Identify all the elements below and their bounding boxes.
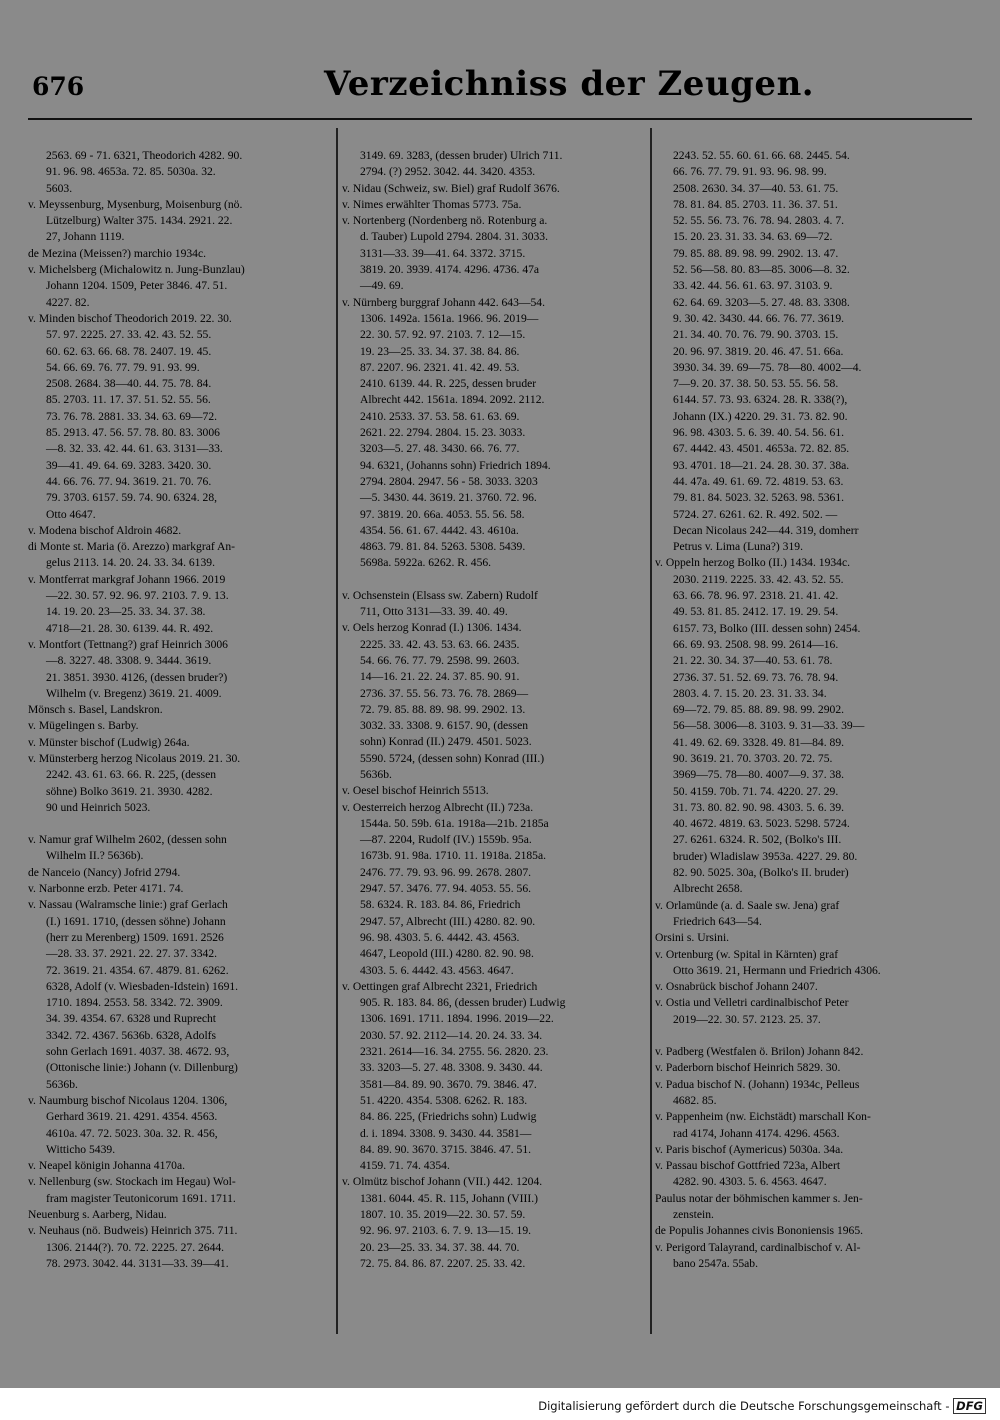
entry-continuation: 20. 23—25. 33. 34. 37. 38. 44. 70. bbox=[360, 1240, 520, 1254]
entry-continuation: 90 und Heinrich 5023. bbox=[46, 800, 151, 814]
entry-continuation: 78. 2973. 3042. 44. 3131—33. 39—41. bbox=[46, 1256, 229, 1270]
entry-continuation: 15. 20. 23. 31. 33. 34. 63. 69—72. bbox=[673, 230, 833, 244]
entry-continuation: 49. 53. 81. 85. 2412. 17. 19. 29. 54. bbox=[673, 605, 839, 619]
entry-continuation: 93. 4701. 18—21. 24. 28. 30. 37. 38a. bbox=[673, 458, 850, 472]
index-entry: v. Paderborn bischof Heinrich 5829. 30. bbox=[655, 1061, 841, 1075]
index-entry: Neuenburg s. Aarberg, Nidau. bbox=[28, 1208, 167, 1221]
entry-continuation: (I.) 1691. 1710, (dessen söhne) Johann bbox=[46, 914, 226, 928]
entry-continuation: 96. 98. 4303. 5. 6. 4442. 43. 4563. bbox=[360, 930, 520, 944]
entry-continuation: d. Tauber) Lupold 2794. 2804. 31. 3033. bbox=[360, 230, 548, 244]
entry-continuation: 5590. 5724, (dessen sohn) Konrad (III.) bbox=[360, 751, 545, 765]
entry-continuation: 66. 69. 93. 2508. 98. 99. 2614—16. bbox=[673, 637, 839, 651]
entry-continuation: 1306. 1492a. 1561a. 1966. 96. 2019— bbox=[360, 311, 539, 325]
entry-continuation: 2030. 57. 92. 2112—14. 20. 24. 33. 34. bbox=[360, 1028, 543, 1042]
entry-continuation: fram magister Teutonicorum 1691. 1711. bbox=[46, 1191, 236, 1205]
footer-credit bbox=[538, 1398, 986, 1414]
index-entry: v. Paris bischof (Aymericus) 5030a. 34a. bbox=[655, 1142, 844, 1156]
entry-continuation: 3819. 20. 3939. 4174. 4296. 4736. 47a bbox=[360, 263, 540, 277]
index-entry: v. Michelsberg (Michalowitz n. Jung-Bunzlau) bbox=[28, 263, 245, 277]
entry-continuation: 1710. 1894. 2553. 58. 3342. 72. 3909. bbox=[46, 996, 223, 1010]
entry-continuation: 4718—21. 28. 30. 6139. 44. R. 492. bbox=[46, 621, 214, 635]
index-entry: v. Nimes erwählter Thomas 5773. 75a. bbox=[342, 197, 522, 211]
entry-continuation: 41. 49. 62. 69. 3328. 49. 81—84. 89. bbox=[673, 735, 845, 749]
entry-continuation: Otto 4647. bbox=[46, 507, 96, 521]
entry-continuation: 57. 97. 2225. 27. 33. 42. 43. 52. 55. bbox=[46, 328, 212, 342]
entry-continuation: 58. 6324. R. 183. 84. 86, Friedrich bbox=[360, 898, 521, 912]
entry-continuation: 94. 6321, (Johanns sohn) Friedrich 1894. bbox=[360, 458, 551, 472]
entry-continuation: Johann (IX.) 4220. 29. 31. 73. 82. 90. bbox=[673, 409, 848, 423]
entry-continuation: 1544a. 50. 59b. 61a. 1918a—21b. 2185a bbox=[360, 816, 549, 830]
entry-continuation: 85. 2913. 47. 56. 57. 78. 80. 83. 3006 bbox=[46, 426, 220, 440]
entry-continuation: 5724. 27. 6261. 62. R. 492. 502. — bbox=[673, 507, 838, 521]
entry-continuation: 4303. 5. 6. 4442. 43. 4563. 4647. bbox=[360, 963, 514, 977]
entry-continuation: bano 2547a. 55ab. bbox=[673, 1256, 759, 1270]
entry-continuation: 78. 81. 84. 85. 2703. 11. 36. 37. 51. bbox=[673, 197, 838, 211]
entry-continuation: 2508. 2630. 34. 37—40. 53. 61. 75. bbox=[673, 181, 839, 195]
entry-continuation: 60. 62. 63. 66. 68. 78. 2407. 19. 45. bbox=[46, 344, 212, 358]
entry-continuation: 33. 42. 44. 56. 61. 63. 97. 3103. 9. bbox=[673, 279, 833, 293]
page-number: 676 bbox=[32, 72, 85, 101]
index-column-1 bbox=[28, 148, 334, 1272]
entry-continuation: d. i. 1894. 3308. 9. 3430. 44. 3581— bbox=[360, 1126, 532, 1140]
entry-continuation: 3969—75. 78—80. 4007—9. 37. 38. bbox=[673, 768, 845, 782]
entry-continuation: 2736. 37. 55. 56. 73. 76. 78. 2869— bbox=[360, 686, 529, 700]
entry-continuation: 91. 96. 98. 4653a. 72. 85. 5030a. 32. bbox=[46, 165, 216, 179]
entry-continuation: 79. 81. 84. 5023. 32. 5263. 98. 5361. bbox=[673, 491, 845, 505]
entry-continuation: 9. 30. 42. 3430. 44. 66. 76. 77. 3619. bbox=[673, 311, 845, 325]
entry-continuation: 3131—33. 39—41. 64. 3372. 3715. bbox=[360, 246, 526, 260]
index-entry: v. Ostia und Velletri cardinalbischof Peter bbox=[655, 996, 849, 1010]
index-entry: v. Orlamünde (a. d. Saale sw. Jena) graf bbox=[655, 898, 840, 912]
entry-continuation: 44. 66. 76. 77. 94. 3619. 21. 70. 76. bbox=[46, 474, 212, 488]
dfg-logo: DFG bbox=[953, 1398, 986, 1414]
entry-continuation: 3581—84. 89. 90. 3670. 79. 3846. 47. bbox=[360, 1077, 537, 1091]
entry-continuation: 39—41. 49. 64. 69. 3283. 3420. 30. bbox=[46, 458, 212, 472]
entry-continuation: Witticho 5439. bbox=[46, 1142, 116, 1156]
index-entry: v. Oesterreich herzog Albrecht (II.) 723a. bbox=[342, 800, 534, 814]
entry-continuation: 40. 4672. 4819. 63. 5023. 5298. 5724. bbox=[673, 817, 850, 831]
entry-continuation: 5603. bbox=[46, 181, 73, 195]
entry-continuation: 66. 76. 77. 79. 91. 93. 96. 98. 99. bbox=[673, 165, 827, 179]
index-entry: v. Minden bischof Theodorich 2019. 22. 30. bbox=[28, 311, 232, 325]
index-entry: de Populis Johannes civis Bononiensis 1965. bbox=[655, 1224, 864, 1238]
entry-continuation: 1306. 1691. 1711. 1894. 1996. 2019—22. bbox=[360, 1012, 554, 1026]
index-entry: v. Passau bischof Gottfried 723a, Albert bbox=[655, 1159, 841, 1173]
entry-continuation: 2803. 4. 7. 15. 20. 23. 31. 33. 34. bbox=[673, 686, 827, 700]
index-entry: v. Pappenheim (nw. Eichstädt) marschall Kon- bbox=[655, 1110, 871, 1124]
entry-continuation: 85. 2703. 11. 17. 37. 51. 52. 55. 56. bbox=[46, 393, 211, 407]
index-column-3 bbox=[655, 148, 960, 1272]
entry-continuation: 72. 79. 85. 88. 89. 98. 99. 2902. 13. bbox=[360, 702, 526, 716]
column-divider bbox=[650, 128, 652, 1334]
entry-continuation: —87. 2204, Rudolf (IV.) 1559b. 95a. bbox=[360, 833, 532, 847]
entry-continuation: 3149. 69. 3283, (dessen bruder) Ulrich 711. bbox=[360, 149, 563, 162]
entry-continuation: 84. 86. 225, (Friedrichs sohn) Ludwig bbox=[360, 1110, 537, 1124]
page-title: Verzeichniss der Zeugen. bbox=[324, 64, 815, 104]
entry-continuation: 87. 2207. 96. 2321. 41. 42. 49. 53. bbox=[360, 360, 520, 374]
entry-continuation: 67. 4442. 43. 4501. 4653a. 72. 82. 85. bbox=[673, 442, 850, 456]
entry-continuation: 56—58. 3006—8. 3103. 9. 31—33. 39— bbox=[673, 719, 865, 733]
index-entry: v. Oettingen graf Albrecht 2321, Friedrich bbox=[342, 979, 538, 993]
entry-continuation: 2225. 33. 42. 43. 53. 63. 66. 2435. bbox=[360, 637, 520, 651]
index-entry: di Monte st. Maria (ö. Arezzo) markgraf An- bbox=[28, 540, 236, 554]
entry-continuation: 21. 3851. 3930. 4126, (dessen bruder?) bbox=[46, 670, 228, 684]
entry-continuation: 2508. 2684. 38—40. 44. 75. 78. 84. bbox=[46, 377, 212, 391]
entry-continuation: 4227. 82. bbox=[46, 295, 90, 309]
entry-continuation: 50. 4159. 70b. 71. 74. 4220. 27. 29. bbox=[673, 784, 839, 798]
entry-continuation: 2410. 6139. 44. R. 225, dessen bruder bbox=[360, 377, 537, 391]
entry-continuation: 72. 3619. 21. 4354. 67. 4879. 81. 6262. bbox=[46, 963, 229, 977]
entry-continuation: 3203—5. 27. 48. 3430. 66. 76. 77. bbox=[360, 442, 520, 456]
entry-continuation: 84. 89. 90. 3670. 3715. 3846. 47. 51. bbox=[360, 1142, 532, 1156]
index-entry: v. Ochsenstein (Elsass sw. Zabern) Rudolf bbox=[342, 588, 538, 602]
entry-continuation: Wilhelm II.? 5636b). bbox=[46, 849, 144, 863]
entry-continuation: 2736. 37. 51. 52. 69. 73. 76. 78. 94. bbox=[673, 670, 839, 684]
entry-continuation: Wilhelm (v. Bregenz) 3619. 21. 4009. bbox=[46, 686, 222, 700]
entry-continuation: 52. 55. 56. 73. 76. 78. 94. 2803. 4. 7. bbox=[673, 214, 845, 228]
entry-continuation: zenstein. bbox=[673, 1208, 714, 1221]
entry-continuation: 2243. 52. 55. 60. 61. 66. 68. 2445. 54. bbox=[673, 149, 850, 162]
entry-continuation: Albrecht 442. 1561a. 1894. 2092. 2112. bbox=[360, 393, 545, 407]
entry-continuation: —22. 30. 57. 92. 96. 97. 2103. 7. 9. 13. bbox=[46, 589, 229, 603]
entry-continuation: 21. 34. 40. 70. 76. 79. 90. 3703. 15. bbox=[673, 328, 839, 342]
index-entry: v. Neapel königin Johanna 4170a. bbox=[28, 1159, 186, 1173]
index-entry: v. Nellenburg (sw. Stockach im Hegau) Wol- bbox=[28, 1175, 236, 1189]
entry-continuation: 19. 23—25. 33. 34. 37. 38. 84. 86. bbox=[360, 344, 520, 358]
entry-continuation: 1673b. 91. 98a. 1710. 11. 1918a. 2185a. bbox=[360, 849, 547, 863]
entry-continuation: 92. 96. 97. 2103. 6. 7. 9. 13—15. 19. bbox=[360, 1224, 532, 1238]
entry-continuation: 79. 85. 88. 89. 98. 99. 2902. 13. 47. bbox=[673, 246, 839, 260]
entry-continuation: 82. 90. 5025. 30a, (Bolko's II. bruder) bbox=[673, 866, 849, 880]
entry-continuation: 3342. 72. 4367. 5636b. 6328, Adolfs bbox=[46, 1028, 217, 1042]
entry-continuation: Otto 3619. 21, Hermann und Friedrich 4306. bbox=[673, 963, 881, 977]
entry-continuation: 3032. 33. 3308. 9. 6157. 90, (dessen bbox=[360, 719, 529, 733]
entry-continuation: sohn Gerlach 1691. 4037. 38. 4672. 93, bbox=[46, 1045, 230, 1059]
entry-continuation: 2947. 57. 3476. 77. 94. 4053. 55. 56. bbox=[360, 882, 532, 896]
entry-continuation: —8. 3227. 48. 3308. 9. 3444. 3619. bbox=[46, 654, 212, 668]
entry-continuation: 69—72. 79. 85. 88. 89. 98. 99. 2902. bbox=[673, 703, 845, 717]
entry-continuation: 2030. 2119. 2225. 33. 42. 43. 52. 55. bbox=[673, 572, 844, 586]
entry-continuation: 97. 3819. 20. 66a. 4053. 55. 56. 58. bbox=[360, 507, 525, 521]
entry-continuation: 31. 73. 80. 82. 90. 98. 4303. 5. 6. 39. bbox=[673, 800, 845, 814]
entry-continuation: 1807. 10. 35. 2019—22. 30. 57. 59. bbox=[360, 1208, 526, 1221]
entry-continuation: 4159. 71. 74. 4354. bbox=[360, 1159, 450, 1173]
entry-continuation: 79. 3703. 6157. 59. 74. 90. 6324. 28, bbox=[46, 491, 218, 505]
index-entry: v. Namur graf Wilhelm 2602, (dessen sohn bbox=[28, 833, 227, 847]
index-entry: v. Meyssenburg, Mysenburg, Moisenburg (nö. bbox=[28, 197, 243, 211]
entry-continuation: Lützelburg) Walter 375. 1434. 2921. 22. bbox=[46, 214, 233, 228]
index-entry: v. Nidau (Schweiz, sw. Biel) graf Rudolf 3676. bbox=[342, 181, 560, 195]
index-entry: v. Olmütz bischof Johann (VII.) 442. 1204. bbox=[342, 1175, 543, 1189]
entry-continuation: 14. 19. 20. 23—25. 33. 34. 37. 38. bbox=[46, 605, 206, 619]
entry-continuation: 2242. 43. 61. 63. 66. R. 225, (dessen bbox=[46, 768, 217, 782]
entry-continuation: Albrecht 2658. bbox=[673, 882, 743, 896]
entry-continuation: 52. 56—58. 80. 83—85. 3006—8. 32. bbox=[673, 263, 850, 277]
entry-continuation: 2621. 22. 2794. 2804. 15. 23. 3033. bbox=[360, 426, 526, 440]
index-entry: v. Mügelingen s. Barby. bbox=[28, 719, 139, 733]
entry-continuation: 73. 76. 78. 2881. 33. 34. 63. 69—72. bbox=[46, 409, 218, 423]
index-entry: v. Ortenburg (w. Spital in Kärnten) graf bbox=[655, 947, 839, 961]
entry-continuation: —8. 32. 33. 42. 44. 61. 63. 3131—33. bbox=[46, 442, 223, 456]
index-entry: v. Neuhaus (nö. Budweis) Heinrich 375. 711. bbox=[28, 1224, 238, 1238]
entry-continuation: 62. 64. 69. 3203—5. 27. 48. 83. 3308. bbox=[673, 295, 850, 309]
entry-continuation: rad 4174, Johann 4174. 4296. 4563. bbox=[673, 1126, 840, 1140]
entry-continuation: 5636b. bbox=[46, 1077, 78, 1091]
entry-continuation: 2476. 77. 79. 93. 96. 99. 2678. 2807. bbox=[360, 865, 532, 879]
index-entry: v. Nortenberg (Nordenberg nö. Rotenburg a. bbox=[342, 214, 548, 228]
entry-continuation: 20. 96. 97. 3819. 20. 46. 47. 51. 66a. bbox=[673, 344, 844, 358]
index-entry: v. Münster bischof (Ludwig) 264a. bbox=[28, 735, 190, 749]
index-entry: v. Perigord Talayrand, cardinalbischof v. Al- bbox=[655, 1240, 861, 1254]
entry-continuation: 4647, Leopold (III.) 4280. 82. 90. 98. bbox=[360, 947, 534, 961]
entry-continuation: 2794. 2804. 2947. 56 - 58. 3033. 3203 bbox=[360, 474, 538, 488]
entry-continuation: 63. 66. 78. 96. 97. 2318. 21. 41. 42. bbox=[673, 589, 839, 603]
index-entry: v. Nürnberg burggraf Johann 442. 643—54. bbox=[342, 295, 545, 309]
entry-continuation: 34. 39. 4354. 67. 6328 und Ruprecht bbox=[46, 1012, 217, 1026]
entry-continuation: 2019—22. 30. 57. 2123. 25. 37. bbox=[673, 1012, 821, 1026]
index-entry: v. Münsterberg herzog Nicolaus 2019. 21. 30. bbox=[28, 751, 241, 765]
entry-continuation: 905. R. 183. 84. 86, (dessen bruder) Ludwig bbox=[360, 996, 566, 1010]
entry-continuation: 4610a. 47. 72. 5023. 30a. 32. R. 456, bbox=[46, 1126, 218, 1140]
entry-continuation: 2947. 57, Albrecht (III.) 4280. 82. 90. bbox=[360, 914, 536, 928]
index-entry: de Nanceio (Nancy) Jofrid 2794. bbox=[28, 865, 181, 879]
entry-continuation: —5. 3430. 44. 3619. 21. 3760. 72. 96. bbox=[360, 491, 537, 505]
entry-continuation: 72. 75. 84. 86. 87. 2207. 25. 33. 42. bbox=[360, 1256, 526, 1270]
entry-continuation: Petrus v. Lima (Luna?) 319. bbox=[673, 540, 803, 554]
index-entry: v. Montfort (Tettnang?) graf Heinrich 3006 bbox=[28, 637, 228, 651]
entry-continuation: 2410. 2533. 37. 53. 58. 61. 63. 69. bbox=[360, 409, 520, 423]
index-entry: v. Padberg (Westfalen ö. Brilon) Johann 842. bbox=[655, 1045, 864, 1059]
entry-continuation: 7—9. 20. 37. 38. 50. 53. 55. 56. 58. bbox=[673, 377, 839, 391]
index-entry: v. Padua bischof N. (Johann) 1934c, Pelleus bbox=[655, 1077, 860, 1091]
entry-continuation: (Ottonische linie:) Johann (v. Dillenburg) bbox=[46, 1061, 238, 1075]
entry-continuation: 54. 66. 69. 76. 77. 79. 91. 93. 99. bbox=[46, 360, 200, 374]
entry-continuation: söhne) Bolko 3619. 21. 3930. 4282. bbox=[46, 784, 213, 798]
entry-continuation: 27, Johann 1119. bbox=[46, 230, 125, 244]
entry-continuation: 4682. 85. bbox=[673, 1093, 717, 1107]
index-entry: Mönsch s. Basel, Landskron. bbox=[28, 703, 163, 717]
index-entry: v. Oels herzog Konrad (I.) 1306. 1434. bbox=[342, 621, 522, 635]
entry-continuation: 4354. 56. 61. 67. 4442. 43. 4610a. bbox=[360, 523, 519, 537]
entry-continuation: 711, Otto 3131—33. 39. 40. 49. bbox=[360, 605, 508, 619]
entry-continuation: 5636b. bbox=[360, 767, 392, 781]
index-entry: Paulus notar der böhmischen kammer s. Jen- bbox=[655, 1191, 863, 1205]
index-column-2 bbox=[342, 148, 642, 1272]
header-rule bbox=[28, 118, 972, 120]
entry-continuation: Gerhard 3619. 21. 4291. 4354. 4563. bbox=[46, 1110, 218, 1124]
entry-continuation: —28. 33. 37. 2921. 22. 27. 37. 3342. bbox=[46, 947, 218, 961]
entry-continuation: 54. 66. 76. 77. 79. 2598. 99. 2603. bbox=[360, 653, 520, 667]
entry-continuation: 1306. 2144(?). 70. 72. 2225. 27. 2644. bbox=[46, 1240, 225, 1254]
entry-continuation: bruder) Wladislaw 3953a. 4227. 29. 80. bbox=[673, 849, 858, 863]
index-entry: v. Oesel bischof Heinrich 5513. bbox=[342, 784, 489, 798]
entry-continuation: 4282. 90. 4303. 5. 6. 4563. 4647. bbox=[673, 1175, 827, 1189]
entry-continuation: Friedrich 643—54. bbox=[673, 914, 762, 928]
entry-continuation: (herr zu Merenberg) 1509. 1691. 2526 bbox=[46, 930, 224, 944]
entry-continuation: 96. 98. 4303. 5. 6. 39. 40. 54. 56. 61. bbox=[673, 426, 845, 440]
entry-continuation: 2563. 69 - 71. 6321, Theodorich 4282. 90. bbox=[46, 149, 243, 162]
entry-continuation: 33. 3203—5. 27. 48. 3308. 9. 3430. 44. bbox=[360, 1061, 543, 1075]
index-entry: v. Montferrat markgraf Johann 1966. 2019 bbox=[28, 572, 226, 586]
entry-continuation: 51. 4220. 4354. 5308. 6262. R. 183. bbox=[360, 1093, 528, 1107]
index-entry: v. Modena bischof Aldroin 4682. bbox=[28, 523, 182, 537]
entry-continuation: 3930. 34. 39. 69—75. 78—80. 4002—4. bbox=[673, 360, 862, 374]
entry-continuation: 6144. 57. 73. 93. 6324. 28. R. 338(?), bbox=[673, 393, 848, 407]
entry-continuation: 5698a. 5922a. 6262. R. 456. bbox=[360, 556, 492, 570]
index-entry: Orsini s. Ursini. bbox=[655, 931, 730, 945]
entry-continuation: 2794. (?) 2952. 3042. 44. 3420. 4353. bbox=[360, 165, 536, 179]
entry-continuation: 4863. 79. 81. 84. 5263. 5308. 5439. bbox=[360, 540, 526, 554]
entry-continuation: 44. 47a. 49. 61. 69. 72. 4819. 53. 63. bbox=[673, 474, 844, 488]
entry-continuation: 6157. 73, Bolko (III. dessen sohn) 2454. bbox=[673, 621, 861, 635]
entry-continuation: 1381. 6044. 45. R. 115, Johann (VIII.) bbox=[360, 1191, 538, 1205]
entry-continuation: Decan Nicolaus 242—44. 319, domherr bbox=[673, 523, 859, 537]
entry-continuation: 2321. 2614—16. 34. 2755. 56. 2820. 23. bbox=[360, 1045, 549, 1059]
entry-continuation: 22. 30. 57. 92. 97. 2103. 7. 12—15. bbox=[360, 328, 526, 342]
index-entry: v. Osnabrück bischof Johann 2407. bbox=[655, 980, 818, 994]
index-entry: v. Oppeln herzog Bolko (II.) 1434. 1934c. bbox=[655, 556, 851, 570]
footer-text: Digitalisierung gefördert durch die Deutsche Forschungsgemeinschaft - bbox=[538, 1399, 950, 1413]
index-entry: v. Nassau (Walramsche linie:) graf Gerlach bbox=[28, 898, 228, 912]
entry-continuation: —49. 69. bbox=[360, 279, 404, 293]
entry-continuation: gelus 2113. 14. 20. 24. 33. 34. 6139. bbox=[46, 556, 215, 570]
entry-continuation: 14—16. 21. 22. 24. 37. 85. 90. 91. bbox=[360, 670, 520, 684]
entry-continuation: 90. 3619. 21. 70. 3703. 20. 72. 75. bbox=[673, 751, 833, 765]
index-entry: de Mezina (Meissen?) marchio 1934c. bbox=[28, 246, 207, 260]
entry-continuation: 27. 6261. 6324. R. 502, (Bolko's III. bbox=[673, 833, 842, 847]
column-divider bbox=[336, 128, 338, 1334]
entry-continuation: 6328, Adolf (v. Wiesbaden-Idstein) 1691. bbox=[46, 979, 239, 993]
index-entry: v. Narbonne erzb. Peter 4171. 74. bbox=[28, 882, 184, 896]
entry-continuation: 21. 22. 30. 34. 37—40. 53. 61. 78. bbox=[673, 654, 833, 668]
index-entry: v. Naumburg bischof Nicolaus 1204. 1306, bbox=[28, 1093, 228, 1107]
entry-continuation: Johann 1204. 1509, Peter 3846. 47. 51. bbox=[46, 279, 228, 293]
entry-continuation: sohn) Konrad (II.) 2479. 4501. 5023. bbox=[360, 735, 532, 749]
